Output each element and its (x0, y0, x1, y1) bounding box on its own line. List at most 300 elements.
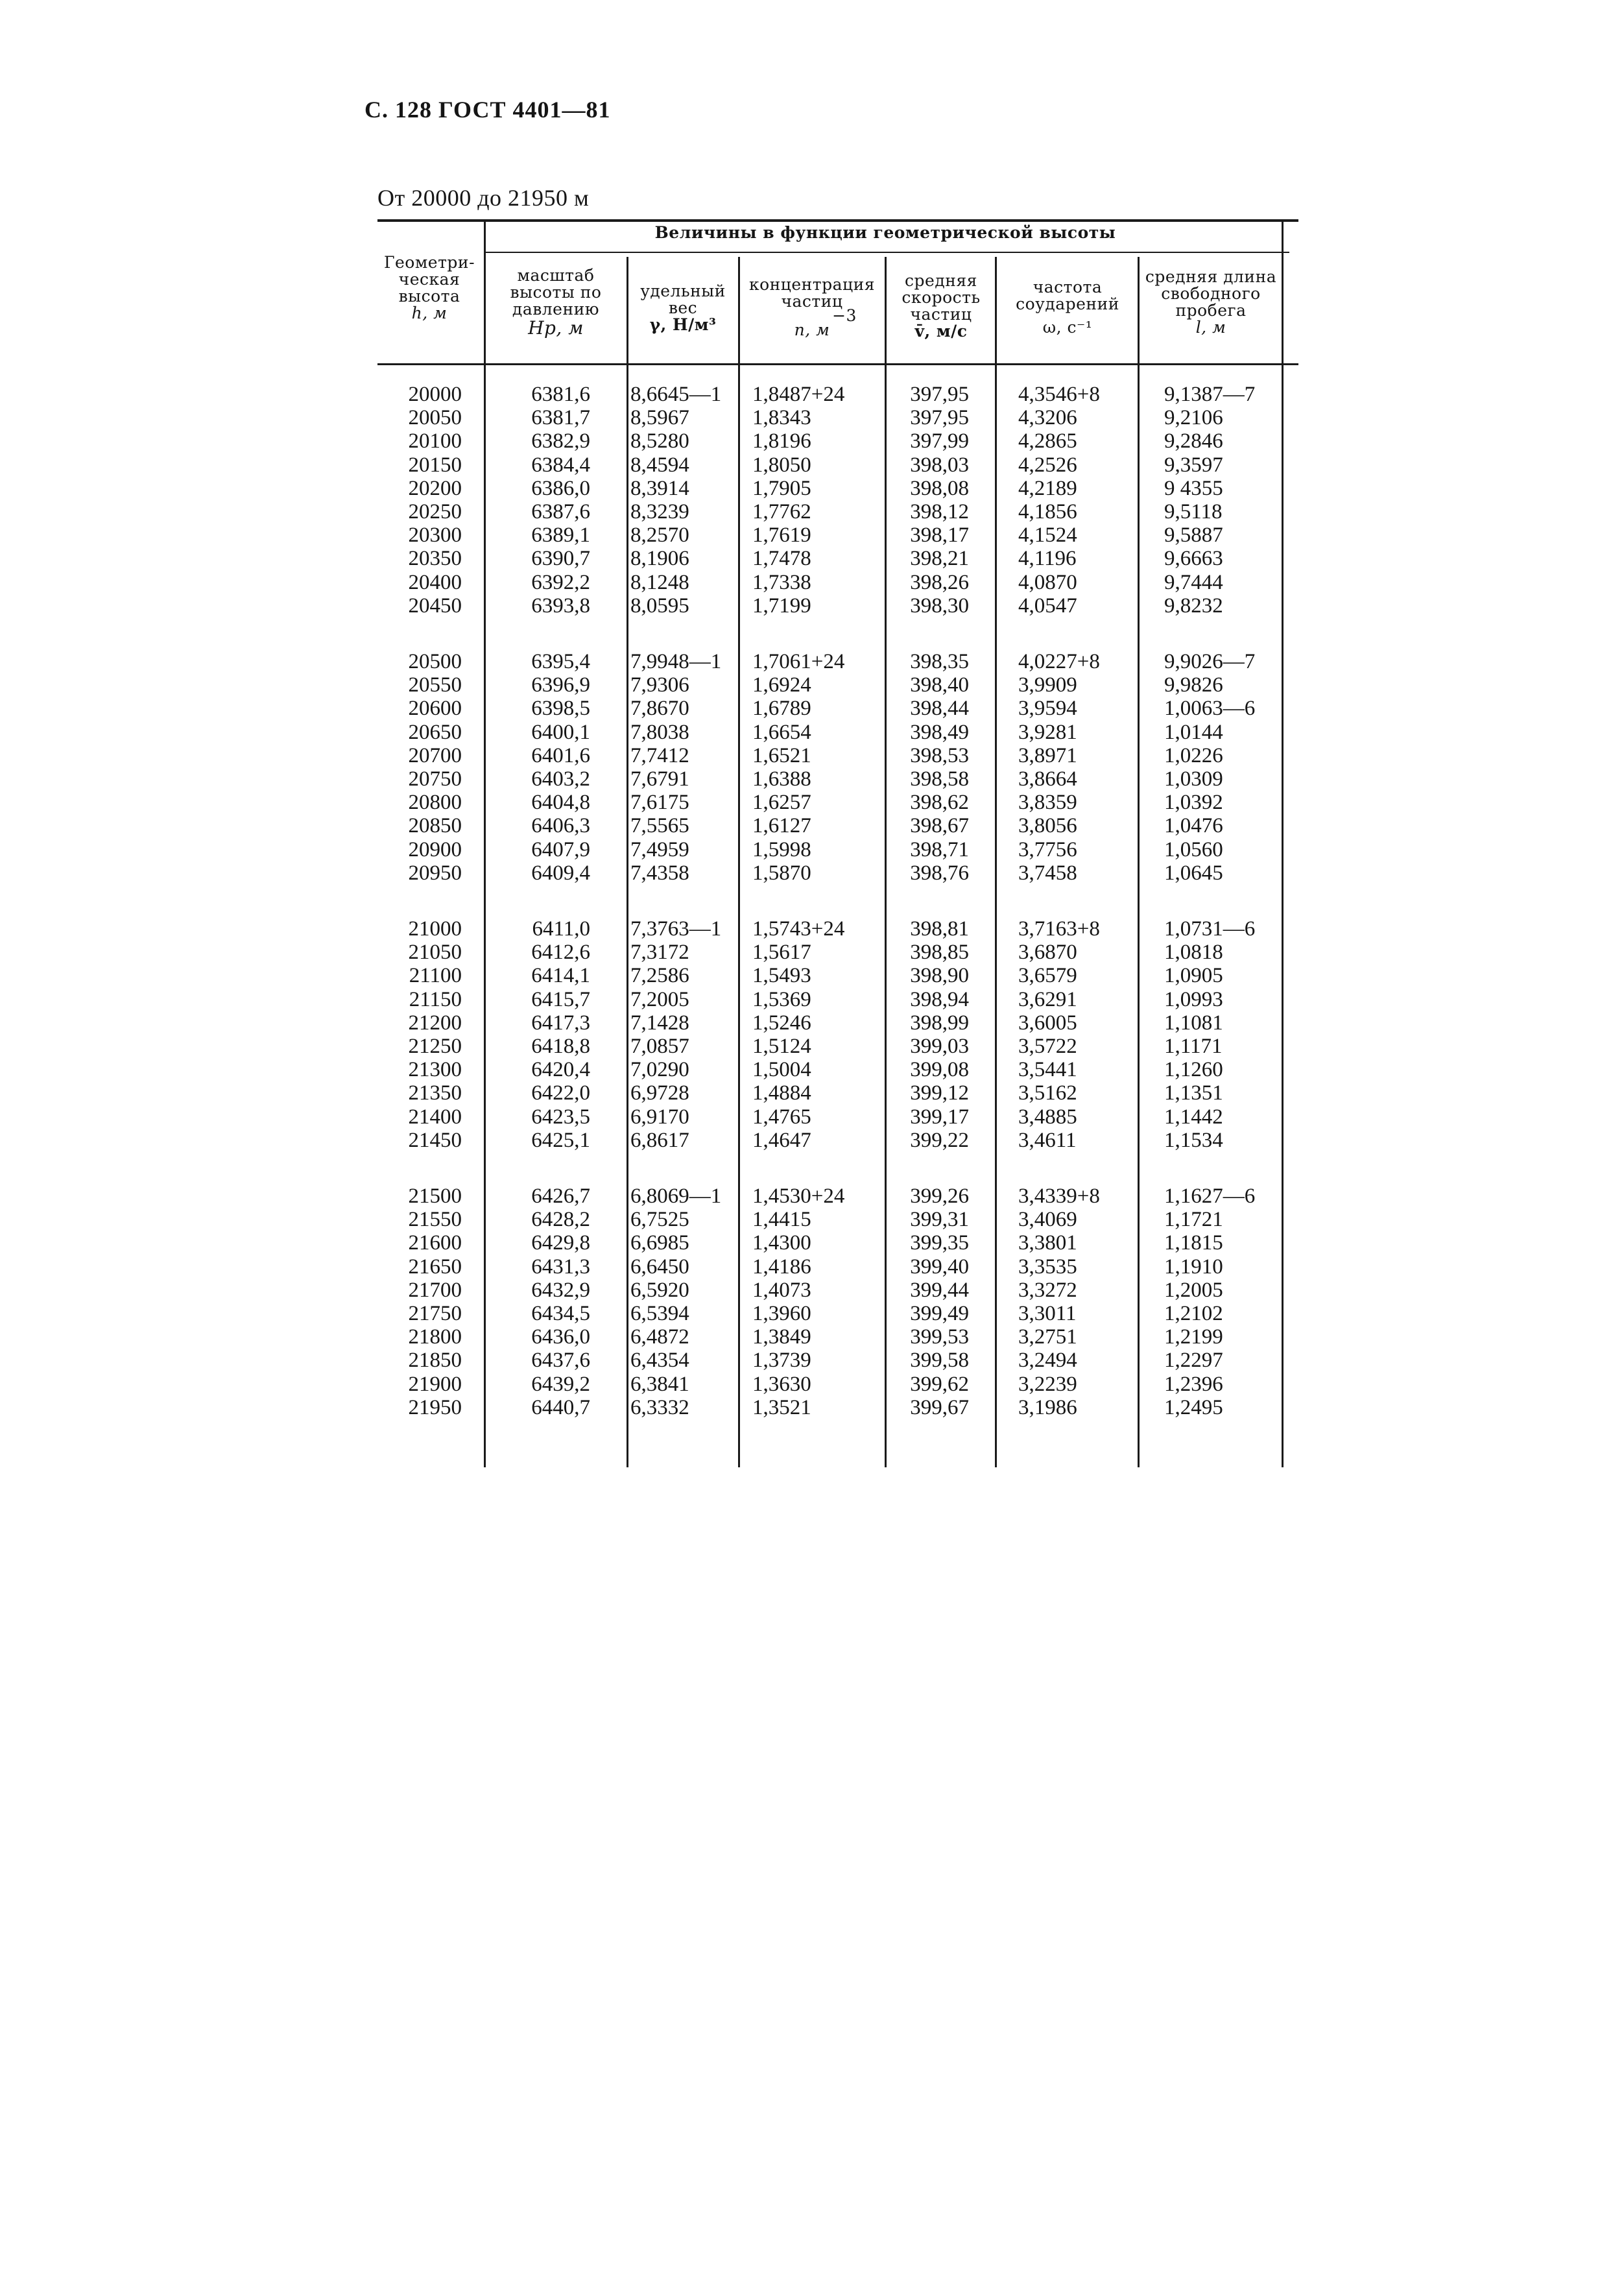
concentration-cell: 1,4530+24 (752, 1184, 845, 1208)
collision-frequency-cell: 4,3206 (1018, 406, 1077, 430)
concentration-cell: 1,5870 (752, 861, 811, 885)
collision-frequency-cell: 3,6870 (1018, 941, 1077, 965)
mean-speed-cell: 398,30 (910, 594, 969, 618)
pressure-scale-height-cell: 6404,8 (531, 791, 590, 815)
header-pressure-scale-height: масштаб высоты по давлению Hр, м (510, 266, 602, 339)
mean-free-path-cell: 9,1387—7 (1164, 383, 1256, 406)
mean-free-path-cell: 1,0226 (1164, 743, 1223, 767)
collision-frequency-cell: 3,7756 (1018, 837, 1077, 861)
concentration-cell: 1,6127 (752, 814, 811, 838)
pressure-scale-height-cell: 6395,4 (531, 650, 590, 673)
table-row (0, 721, 1624, 744)
specific-weight-cell: 6,4354 (630, 1349, 689, 1373)
table-row (0, 650, 1624, 673)
concentration-cell: 1,7199 (752, 594, 811, 618)
table-row (0, 988, 1624, 1011)
mean-free-path-cell: 1,2102 (1164, 1302, 1223, 1325)
concentration-cell: 1,7338 (752, 570, 811, 594)
height-cell: 20200 (408, 476, 462, 500)
height-cell: 21400 (408, 1105, 462, 1129)
height-cell: 21300 (408, 1058, 462, 1082)
pressure-scale-height-cell: 6429,8 (531, 1231, 590, 1255)
table-row (0, 1058, 1624, 1081)
table-row (0, 594, 1624, 618)
pressure-scale-height-cell: 6436,0 (531, 1325, 590, 1349)
height-cell: 21050 (408, 941, 462, 965)
mean-free-path-cell: 1,0645 (1164, 861, 1223, 885)
pressure-scale-height-cell: 6409,4 (531, 861, 590, 885)
specific-weight-cell: 6,5394 (630, 1302, 689, 1325)
height-cell: 21900 (408, 1372, 462, 1396)
specific-weight-cell: 7,2005 (630, 987, 689, 1011)
height-cell: 20100 (408, 429, 462, 453)
table-row (0, 406, 1624, 429)
table-row (0, 1208, 1624, 1231)
table-row (0, 861, 1624, 885)
mean-free-path-cell: 1,2297 (1164, 1349, 1223, 1373)
header-height: Геометри- ческая высота h, м (383, 253, 475, 322)
mean-free-path-cell: 1,0392 (1164, 791, 1223, 815)
mean-free-path-cell: 1,1815 (1164, 1231, 1223, 1255)
height-cell: 21600 (408, 1231, 462, 1255)
mean-free-path-cell: 9,2846 (1164, 429, 1223, 453)
header-particle-concentration: концентрация частиц −3 n, м (748, 275, 876, 339)
mean-speed-cell: 399,62 (910, 1372, 969, 1396)
concentration-cell: 1,5246 (752, 1011, 811, 1035)
mean-speed-cell: 399,26 (910, 1184, 969, 1208)
specific-weight-cell: 8,2570 (630, 523, 689, 547)
height-cell: 20300 (408, 523, 462, 547)
pressure-scale-height-cell: 6403,2 (531, 767, 590, 791)
mean-speed-cell: 398,62 (910, 791, 969, 815)
mean-speed-cell: 399,35 (910, 1231, 969, 1255)
concentration-cell: 1,5998 (752, 837, 811, 861)
height-cell: 21750 (408, 1302, 462, 1325)
header-mean-free-path: средняя длина свободного пробега l, м (1145, 267, 1277, 337)
mean-speed-cell: 397,99 (910, 429, 969, 453)
mean-free-path-cell: 1,1351 (1164, 1081, 1223, 1105)
specific-weight-cell: 8,1906 (630, 547, 689, 571)
collision-frequency-cell: 3,3011 (1018, 1302, 1077, 1325)
specific-weight-cell: 6,9728 (630, 1081, 689, 1105)
height-cell: 20950 (408, 861, 462, 885)
mean-free-path-cell: 1,0993 (1164, 987, 1223, 1011)
specific-weight-cell: 6,6450 (630, 1255, 689, 1279)
height-cell: 21250 (408, 1035, 462, 1058)
table-row (0, 1373, 1624, 1396)
concentration-cell: 1,7905 (752, 476, 811, 500)
height-cell: 21950 (408, 1395, 462, 1419)
pressure-scale-height-cell: 6381,6 (531, 383, 590, 406)
pressure-scale-height-cell: 6393,8 (531, 594, 590, 618)
collision-frequency-cell: 3,6005 (1018, 1011, 1077, 1035)
collision-frequency-cell: 4,2189 (1018, 476, 1077, 500)
table-row (0, 429, 1624, 453)
mean-free-path-cell: 1,0731—6 (1164, 917, 1256, 941)
height-cell: 20050 (408, 406, 462, 430)
concentration-cell: 1,3521 (752, 1395, 811, 1419)
mean-speed-cell: 399,67 (910, 1395, 969, 1419)
mean-speed-cell: 398,08 (910, 476, 969, 500)
height-cell: 21550 (408, 1208, 462, 1232)
concentration-cell: 1,6388 (752, 767, 811, 791)
collision-frequency-cell: 3,4885 (1018, 1105, 1077, 1129)
pressure-scale-height-cell: 6392,2 (531, 570, 590, 594)
collision-frequency-cell: 3,8664 (1018, 767, 1077, 791)
collision-frequency-cell: 3,9594 (1018, 697, 1077, 721)
table-row (0, 1184, 1624, 1208)
table-caption: От 20000 до 21950 м (377, 185, 590, 211)
specific-weight-cell: 8,3239 (630, 500, 689, 523)
mean-free-path-cell: 1,0144 (1164, 720, 1223, 744)
table-row (0, 1396, 1624, 1419)
height-cell: 20550 (408, 673, 462, 697)
pressure-scale-height-cell: 6417,3 (531, 1011, 590, 1035)
concentration-cell: 1,8196 (752, 429, 811, 453)
concentration-cell: 1,6924 (752, 673, 811, 697)
specific-weight-cell: 7,0290 (630, 1058, 689, 1082)
pressure-scale-height-cell: 6390,7 (531, 547, 590, 571)
pressure-scale-height-cell: 6400,1 (531, 720, 590, 744)
collision-frequency-cell: 4,0547 (1018, 594, 1077, 618)
mean-speed-cell: 399,44 (910, 1278, 969, 1302)
specific-weight-cell: 8,5280 (630, 429, 689, 453)
table-row (0, 500, 1624, 523)
specific-weight-cell: 7,3172 (630, 941, 689, 965)
mean-speed-cell: 398,49 (910, 720, 969, 744)
pressure-scale-height-cell: 6386,0 (531, 476, 590, 500)
mean-speed-cell: 398,76 (910, 861, 969, 885)
specific-weight-cell: 6,3841 (630, 1372, 689, 1396)
specific-weight-cell: 6,6985 (630, 1231, 689, 1255)
pressure-scale-height-cell: 6425,1 (531, 1128, 590, 1152)
table-row (0, 917, 1624, 941)
specific-weight-cell: 7,9306 (630, 673, 689, 697)
mean-free-path-cell: 9,2106 (1164, 406, 1223, 430)
mean-free-path-cell: 1,0905 (1164, 964, 1223, 988)
specific-weight-cell: 6,9170 (630, 1105, 689, 1129)
header-specific-weight: удельный вес γ, Н/м³ (640, 282, 726, 334)
mean-speed-cell: 398,26 (910, 570, 969, 594)
mean-speed-cell: 399,53 (910, 1325, 969, 1349)
table-row (0, 673, 1624, 697)
mean-speed-cell: 398,85 (910, 941, 969, 965)
mean-free-path-cell: 1,0476 (1164, 814, 1223, 838)
specific-weight-cell: 7,8038 (630, 720, 689, 744)
collision-frequency-cell: 3,2239 (1018, 1372, 1077, 1396)
specific-weight-cell: 6,8617 (630, 1128, 689, 1152)
pressure-scale-height-cell: 6423,5 (531, 1105, 590, 1129)
specific-weight-cell: 7,4358 (630, 861, 689, 885)
mean-free-path-cell: 9 4355 (1164, 476, 1223, 500)
table-row (0, 767, 1624, 791)
height-cell: 20700 (408, 743, 462, 767)
table-row (0, 477, 1624, 500)
concentration-cell: 1,4300 (752, 1231, 811, 1255)
pressure-scale-height-cell: 6406,3 (531, 814, 590, 838)
pressure-scale-height-cell: 6439,2 (531, 1372, 590, 1396)
mean-speed-cell: 398,40 (910, 673, 969, 697)
mean-speed-cell: 398,90 (910, 964, 969, 988)
collision-frequency-cell: 3,7458 (1018, 861, 1077, 885)
pressure-scale-height-cell: 6431,3 (531, 1255, 590, 1279)
pressure-scale-height-cell: 6440,7 (531, 1395, 590, 1419)
concentration-cell: 1,5124 (752, 1035, 811, 1058)
height-cell: 20650 (408, 720, 462, 744)
height-cell: 21100 (409, 964, 462, 988)
table-row (0, 697, 1624, 720)
mean-speed-cell: 397,95 (910, 406, 969, 430)
specific-weight-cell: 6,4872 (630, 1325, 689, 1349)
mean-speed-cell: 398,99 (910, 1011, 969, 1035)
table-row (0, 453, 1624, 477)
mean-free-path-cell: 9,6663 (1164, 547, 1223, 571)
pressure-scale-height-cell: 6389,1 (531, 523, 590, 547)
page-header: С. 128 ГОСТ 4401—81 (364, 97, 611, 123)
table-row (0, 523, 1624, 547)
collision-frequency-cell: 3,3801 (1018, 1231, 1077, 1255)
pressure-scale-height-cell: 6414,1 (531, 964, 590, 988)
mean-speed-cell: 398,94 (910, 987, 969, 1011)
height-cell: 20400 (408, 570, 462, 594)
height-cell: 20600 (408, 697, 462, 721)
pressure-scale-height-cell: 6420,4 (531, 1058, 590, 1082)
mean-speed-cell: 398,44 (910, 697, 969, 721)
mean-free-path-cell: 1,0560 (1164, 837, 1223, 861)
mean-free-path-cell: 9,5118 (1164, 500, 1223, 523)
specific-weight-cell: 7,4959 (630, 837, 689, 861)
collision-frequency-cell: 4,2865 (1018, 429, 1077, 453)
mean-free-path-cell: 1,0818 (1164, 941, 1223, 965)
mean-free-path-cell: 1,1627—6 (1164, 1184, 1256, 1208)
table-row (0, 571, 1624, 594)
height-cell: 20800 (408, 791, 462, 815)
table-row (0, 791, 1624, 814)
pressure-scale-height-cell: 6432,9 (531, 1278, 590, 1302)
height-cell: 20450 (408, 594, 462, 618)
height-cell: 20150 (408, 453, 462, 477)
pressure-scale-height-cell: 6398,5 (531, 697, 590, 721)
table-top-rule (377, 219, 1298, 222)
concentration-cell: 1,4073 (752, 1278, 811, 1302)
collision-frequency-cell: 4,1196 (1018, 547, 1077, 571)
height-cell: 20250 (408, 500, 462, 523)
concentration-cell: 1,6257 (752, 791, 811, 815)
height-cell: 20350 (408, 547, 462, 571)
collision-frequency-cell: 3,8971 (1018, 743, 1077, 767)
group-header-rule (485, 252, 1289, 253)
specific-weight-cell: 7,3763—1 (630, 917, 722, 941)
pressure-scale-height-cell: 6387,6 (531, 500, 590, 523)
height-cell: 20900 (408, 837, 462, 861)
table-row (0, 383, 1624, 406)
specific-weight-cell: 7,6791 (630, 767, 689, 791)
mean-free-path-cell: 1,0309 (1164, 767, 1223, 791)
mean-free-path-cell: 9,3597 (1164, 453, 1223, 477)
table-row (0, 838, 1624, 861)
mean-speed-cell: 398,21 (910, 547, 969, 571)
pressure-scale-height-cell: 6422,0 (531, 1081, 590, 1105)
mean-free-path-cell: 9,7444 (1164, 570, 1223, 594)
mean-speed-cell: 399,12 (910, 1081, 969, 1105)
header-collision-frequency: частота соударений ω, с⁻¹ (1016, 278, 1119, 337)
mean-speed-cell: 398,03 (910, 453, 969, 477)
pressure-scale-height-cell: 6426,7 (531, 1184, 590, 1208)
concentration-cell: 1,8343 (752, 406, 811, 430)
pressure-scale-height-cell: 6412,6 (531, 941, 590, 965)
concentration-cell: 1,5369 (752, 987, 811, 1011)
mean-speed-cell: 399,08 (910, 1058, 969, 1082)
collision-frequency-cell: 4,2526 (1018, 453, 1077, 477)
concentration-cell: 1,3739 (752, 1349, 811, 1373)
mean-speed-cell: 399,17 (910, 1105, 969, 1129)
pressure-scale-height-cell: 6415,7 (531, 987, 590, 1011)
table-row (0, 964, 1624, 987)
pressure-scale-height-cell: 6434,5 (531, 1302, 590, 1325)
table-row (0, 1011, 1624, 1035)
collision-frequency-cell: 3,6579 (1018, 964, 1077, 988)
height-cell: 21850 (408, 1349, 462, 1373)
specific-weight-cell: 8,0595 (630, 594, 689, 618)
specific-weight-cell: 7,6175 (630, 791, 689, 815)
concentration-cell: 1,5617 (752, 941, 811, 965)
table-row (0, 1035, 1624, 1058)
collision-frequency-cell: 3,5162 (1018, 1081, 1077, 1105)
mean-free-path-cell: 1,1171 (1164, 1035, 1223, 1058)
concentration-cell: 1,8487+24 (752, 383, 845, 406)
table-row (0, 1255, 1624, 1279)
collision-frequency-cell: 3,7163+8 (1018, 917, 1100, 941)
mean-speed-cell: 398,71 (910, 837, 969, 861)
mean-speed-cell: 398,53 (910, 743, 969, 767)
collision-frequency-cell: 3,5441 (1018, 1058, 1077, 1082)
table-row (0, 1129, 1624, 1152)
height-cell: 21650 (408, 1255, 462, 1279)
mean-speed-cell: 399,49 (910, 1302, 969, 1325)
concentration-cell: 1,5743+24 (752, 917, 845, 941)
collision-frequency-cell: 3,8056 (1018, 814, 1077, 838)
specific-weight-cell: 6,5920 (630, 1278, 689, 1302)
specific-weight-cell: 7,8670 (630, 697, 689, 721)
table-row (0, 1279, 1624, 1302)
concentration-cell: 1,3630 (752, 1372, 811, 1396)
concentration-cell: 1,3849 (752, 1325, 811, 1349)
concentration-cell: 1,6654 (752, 720, 811, 744)
concentration-cell: 1,4415 (752, 1208, 811, 1232)
height-cell: 20500 (408, 650, 462, 673)
height-cell: 21200 (408, 1011, 462, 1035)
mean-free-path-cell: 1,1081 (1164, 1011, 1223, 1035)
height-cell: 21800 (408, 1325, 462, 1349)
specific-weight-cell: 8,3914 (630, 476, 689, 500)
specific-weight-cell: 7,1428 (630, 1011, 689, 1035)
mean-free-path-cell: 1,1442 (1164, 1105, 1223, 1129)
specific-weight-cell: 8,6645—1 (630, 383, 722, 406)
collision-frequency-cell: 3,4339+8 (1018, 1184, 1100, 1208)
mean-speed-cell: 399,31 (910, 1208, 969, 1232)
concentration-cell: 1,6521 (752, 743, 811, 767)
specific-weight-cell: 7,5565 (630, 814, 689, 838)
concentration-cell: 1,5493 (752, 964, 811, 988)
height-cell: 20850 (408, 814, 462, 838)
collision-frequency-cell: 3,3272 (1018, 1278, 1077, 1302)
table-row (0, 1349, 1624, 1372)
height-cell: 21500 (408, 1184, 462, 1208)
table-row (0, 1302, 1624, 1325)
pressure-scale-height-cell: 6381,7 (531, 406, 590, 430)
collision-frequency-cell: 3,8359 (1018, 791, 1077, 815)
mean-speed-cell: 398,67 (910, 814, 969, 838)
mean-speed-cell: 399,40 (910, 1255, 969, 1279)
mean-speed-cell: 398,12 (910, 500, 969, 523)
concentration-cell: 1,7762 (752, 500, 811, 523)
height-cell: 20000 (408, 383, 462, 406)
pressure-scale-height-cell: 6384,4 (531, 453, 590, 477)
collision-frequency-cell: 3,2494 (1018, 1349, 1077, 1373)
collision-frequency-cell: 4,1856 (1018, 500, 1077, 523)
mean-free-path-cell: 1,1721 (1164, 1208, 1223, 1232)
collision-frequency-cell: 3,2751 (1018, 1325, 1077, 1349)
mean-free-path-cell: 9,5887 (1164, 523, 1223, 547)
pressure-scale-height-cell: 6437,6 (531, 1349, 590, 1373)
collision-frequency-cell: 3,1986 (1018, 1395, 1077, 1419)
collision-frequency-cell: 3,5722 (1018, 1035, 1077, 1058)
mean-free-path-cell: 1,2005 (1164, 1278, 1223, 1302)
mean-free-path-cell: 1,1534 (1164, 1128, 1223, 1152)
specific-weight-cell: 8,1248 (630, 570, 689, 594)
mean-free-path-cell: 1,2495 (1164, 1395, 1223, 1419)
mean-free-path-cell: 1,1910 (1164, 1255, 1223, 1279)
height-cell: 21700 (408, 1278, 462, 1302)
specific-weight-cell: 7,2586 (630, 964, 689, 988)
concentration-cell: 1,4647 (752, 1128, 811, 1152)
concentration-cell: 1,7478 (752, 547, 811, 571)
mean-speed-cell: 398,17 (910, 523, 969, 547)
concentration-cell: 1,4186 (752, 1255, 811, 1279)
table-row (0, 1325, 1624, 1349)
mean-free-path-cell: 9,9026—7 (1164, 650, 1256, 673)
pressure-scale-height-cell: 6396,9 (531, 673, 590, 697)
table-row (0, 1105, 1624, 1129)
mean-free-path-cell: 1,1260 (1164, 1058, 1223, 1082)
specific-weight-cell: 6,3332 (630, 1395, 689, 1419)
mean-speed-cell: 397,95 (910, 383, 969, 406)
mean-free-path-cell: 1,0063—6 (1164, 697, 1256, 721)
concentration-cell: 1,6789 (752, 697, 811, 721)
height-cell: 21150 (409, 987, 462, 1011)
concentration-cell: 1,8050 (752, 453, 811, 477)
specific-weight-cell: 8,5967 (630, 406, 689, 430)
specific-weight-cell: 7,9948—1 (630, 650, 722, 673)
collision-frequency-cell: 3,6291 (1018, 987, 1077, 1011)
specific-weight-cell: 6,7525 (630, 1208, 689, 1232)
table-row (0, 1231, 1624, 1255)
pressure-scale-height-cell: 6401,6 (531, 743, 590, 767)
concentration-cell: 1,3960 (752, 1302, 811, 1325)
height-cell: 21450 (408, 1128, 462, 1152)
concentration-cell: 1,5004 (752, 1058, 811, 1082)
mean-free-path-cell: 9,8232 (1164, 594, 1223, 618)
collision-frequency-cell: 4,0227+8 (1018, 650, 1100, 673)
table-row (0, 941, 1624, 964)
specific-weight-cell: 8,4594 (630, 453, 689, 477)
collision-frequency-cell: 3,9909 (1018, 673, 1077, 697)
header-bottom-rule (377, 363, 1298, 365)
pressure-scale-height-cell: 6411,0 (532, 917, 590, 941)
mean-speed-cell: 398,35 (910, 650, 969, 673)
table-row (0, 1081, 1624, 1105)
collision-frequency-cell: 3,9281 (1018, 720, 1077, 744)
